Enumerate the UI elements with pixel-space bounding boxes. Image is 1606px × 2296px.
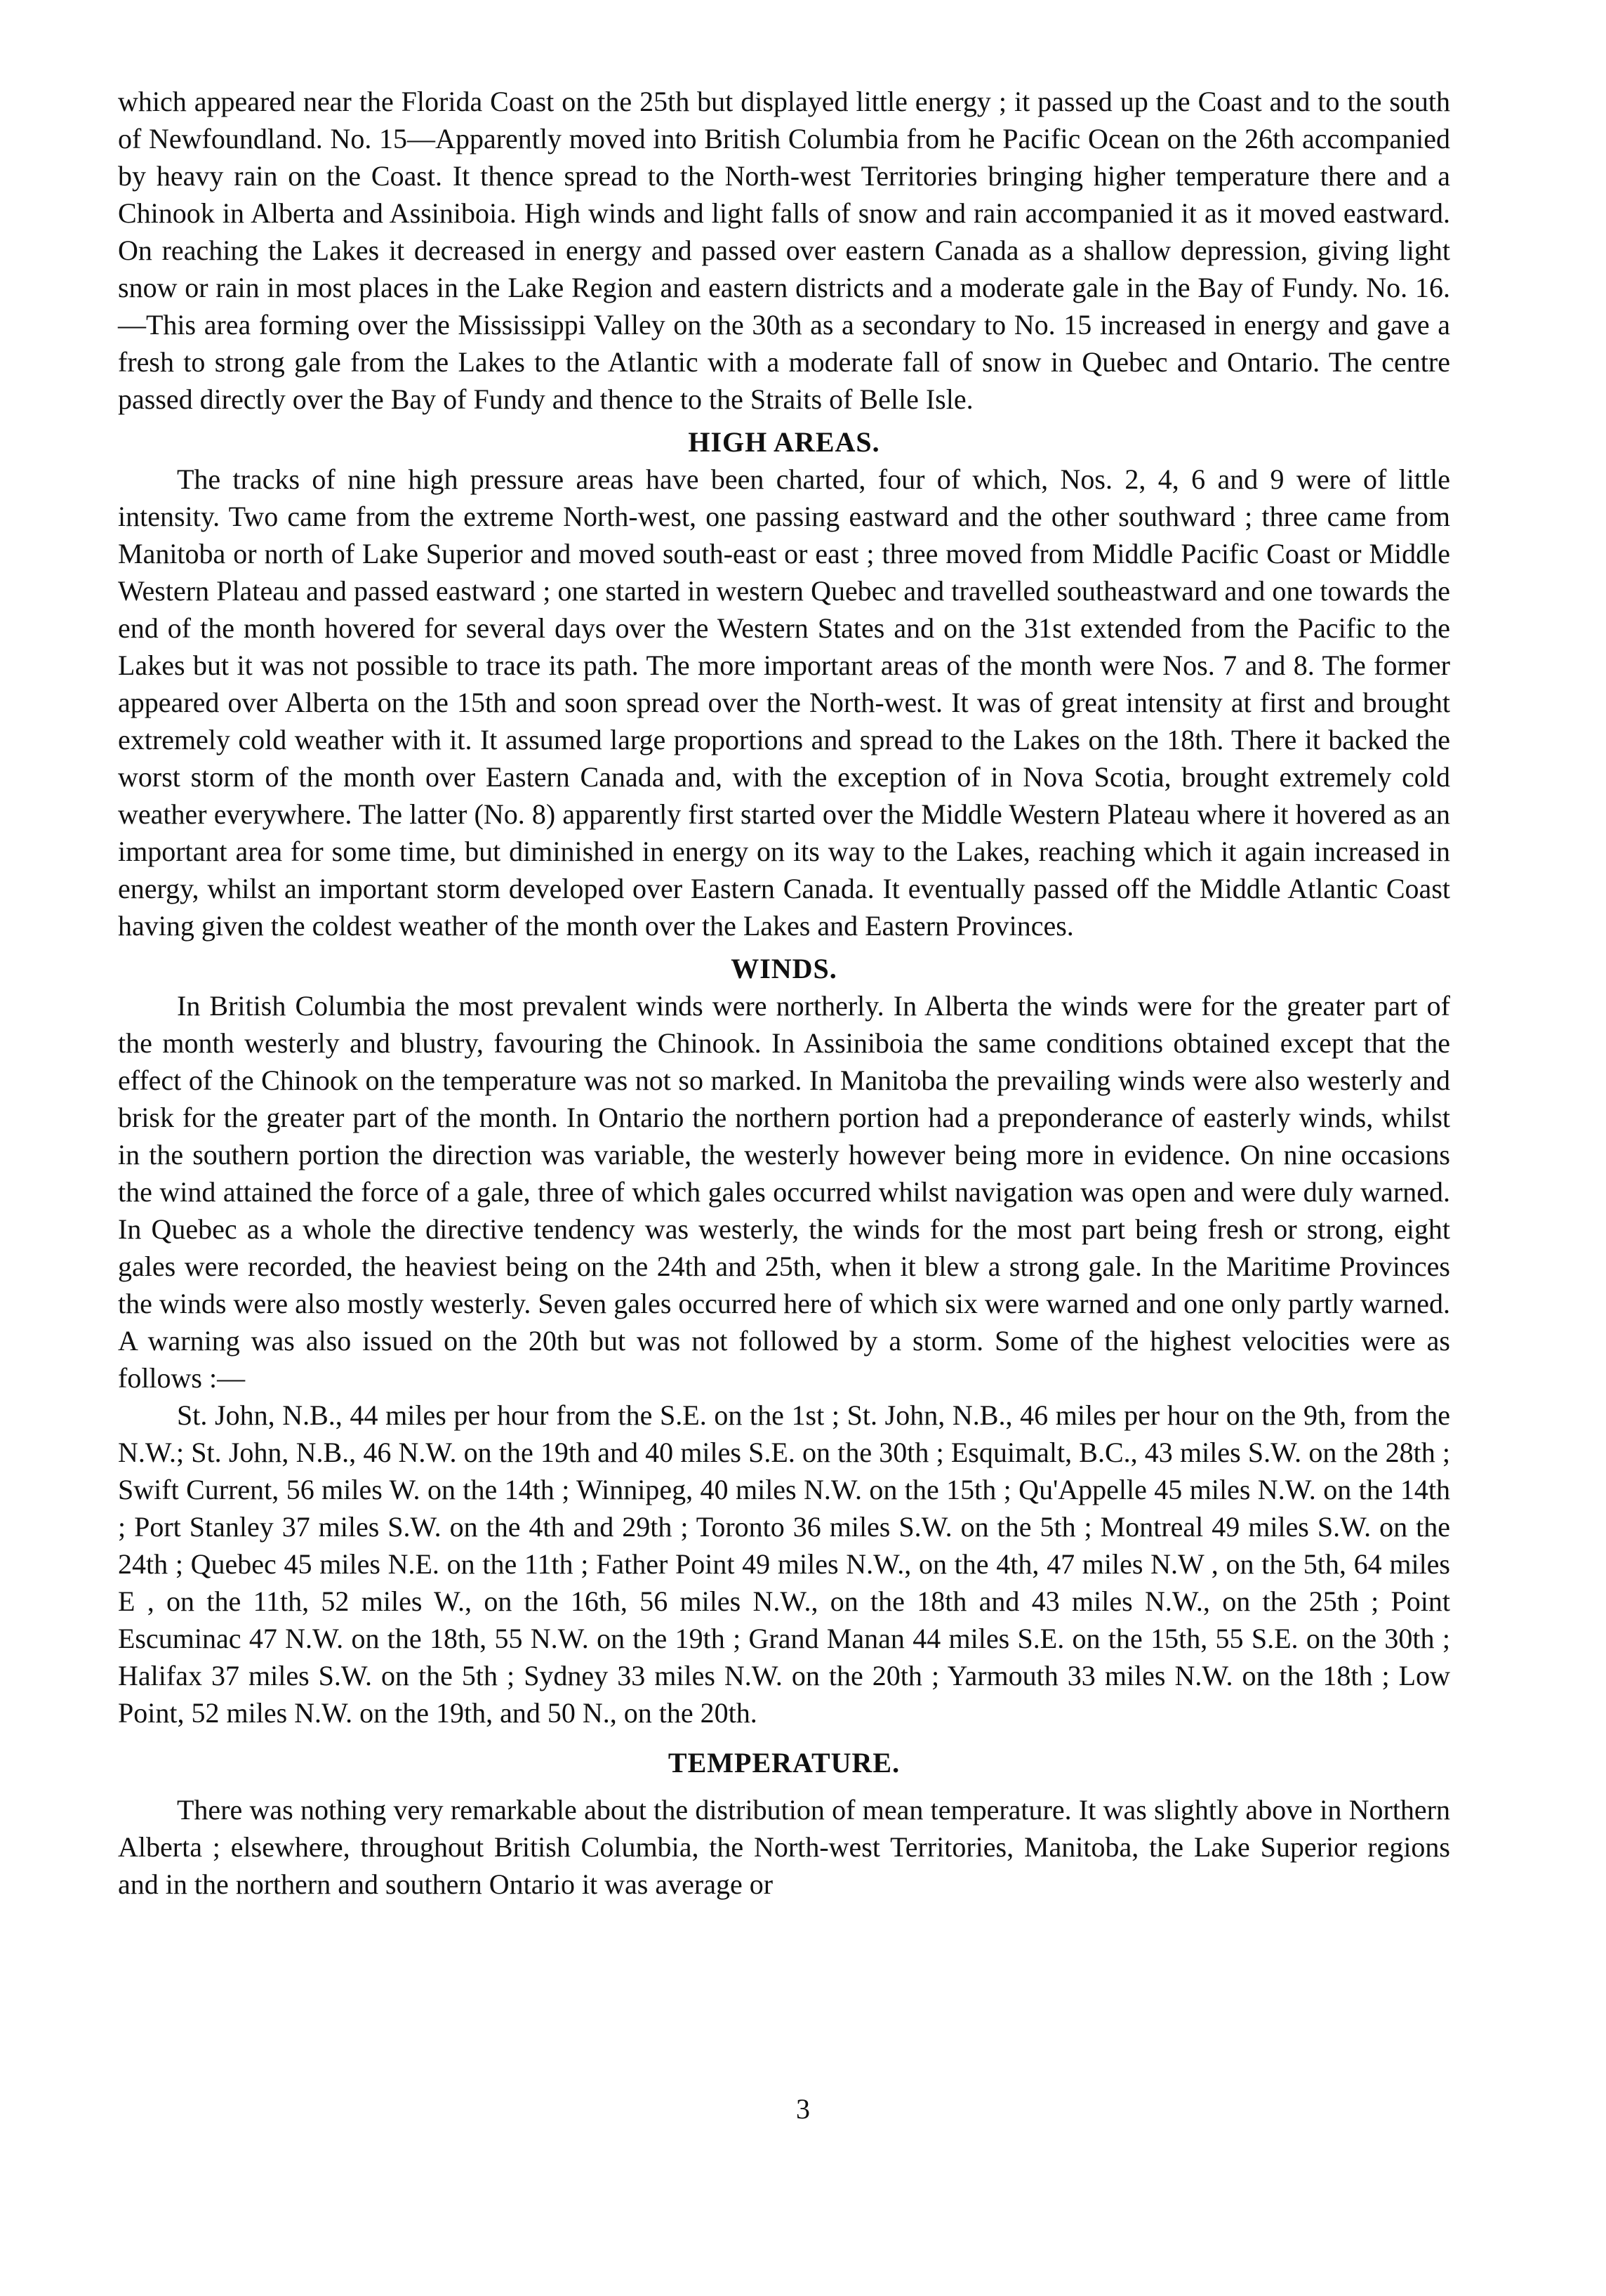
high-areas-paragraph: The tracks of nine high pressure areas have been charted, four of which, Nos. 2, 4, 6 and 9 were of little intensity. Two came from the extreme North-west, one passing eastward and the other southward ; three came from Manitoba or north of Lake Superior and moved south-east or east ; three moved from Middle Pacific Coast or Middle Western Plateau and passed eastward ; one started in western Quebec and travelled southeastward and one towards the end of the month hovered for several days over the Western States and on the 31st extended from the Pacific to the Lakes but it was not possible to trace its path. The more important areas of the month were Nos. 7 and 8. The former appeared over Alberta on the 15th and soon spread over the North-west. It was of great intensity at first and brought extremely cold weather with it. It assumed large proportions and spread to the Lakes on the 18th. There it backed the worst storm of the month over Eastern Canada and, with the exception of in Nova Scotia, brought extremely cold weather everywhere. The latter (No. 8) apparently first started over the Middle Western Plateau where it hovered as an important area for some time, but diminished in energy on its way to the Lakes, reaching which it again increased in energy, whilst an important storm developed over Eastern Canada. It eventually passed off the Middle Atlantic Coast having given the coldest weather of the month over the Lakes and Eastern Provinces. <box>118 463 1450 942</box>
page-number: 3 <box>796 2093 810 2125</box>
heading-temperature: TEMPERATURE. <box>668 1747 901 1779</box>
winds-paragraph: In British Columbia the most prevalent winds were northerly. In Alberta the winds were for the greater part of the month westerly and blustry, favouring the Chinook. In Assiniboia the same conditions obtained except that the effect of the Chinook on the temperature was not so marked. In Manitoba the prevailing winds were also westerly and brisk for the greater part of the month. In Ontario the northern portion had a preponderance of easterly winds, whilst in the southern portion the direction was variable, the westerly however being more in evidence. On nine occasions the wind attained the force of a gale, three of which gales occurred whilst navigation was open and were duly warned. In Quebec as a whole the directive tendency was westerly, the winds for the most part being fresh or strong, eight gales were recorded, the heaviest being on the 24th and 25th, when it blew a strong gale. In the Maritime Provinces the winds were also mostly westerly. Seven gales occurred here of which six were warned and one only partly warned. A warning was also issued on the 20th but was not followed by a storm. Some of the highest velocities were as follows :— <box>118 990 1450 1394</box>
heading-winds: WINDS. <box>731 953 837 984</box>
wind-velocities-paragraph: St. John, N.B., 44 miles per hour from the S.E. on the 1st ; St. John, N.B., 46 miles per hour on the 9th, from the N.W.; St. John, N.B., 46 N.W. on the 19th and 40 miles S.E. on the 30th ; Esquimalt, B.C., 43 miles S.W. on the 28th ; Swift Current, 56 miles W. on the 14th ; Winnipeg, 40 miles N.W. on the 15th ; Qu'Appelle 45 miles N.W. on the 14th ; Port Stanley 37 miles S.W. on the 4th and 29th ; Toronto 36 miles S.W. on the 5th ; Montreal 49 miles S.W. on the 24th ; Quebec 45 miles N.E. on the 11th ; Father Point 49 miles N.W., on the 4th, 47 miles N.W , on the 5th, 64 miles E , on the 11th, 52 miles W., on the 16th, 56 miles N.W., on the 18th and 43 miles N.W., on the 25th ; Point Escuminac 47 N.W. on the 18th, 55 N.W. on the 19th ; Grand Manan 44 miles S.E. on the 15th, 55 S.E. on the 30th ; Halifax 37 miles S.W. on the 5th ; Sydney 33 miles N.W. on the 20th ; Yarmouth 33 miles N.W. on the 18th ; Low Point, 52 miles N.W. on the 19th, and 50 N., on the 20th. <box>118 1399 1450 1729</box>
intro-paragraph: which appeared near the Florida Coast on the 25th but displayed little energy ; it passed up the Coast and to the south of Newfoundland. No. 15—Apparently moved into British Columbia from he Pacific Ocean on the 26th accompanied by heavy rain on the Coast. It thence spread to the North-west Territories bringing higher temperature there and a Chinook in Alberta and Assiniboia. High winds and light falls of snow and rain accompanied it as it moved eastward. On reaching the Lakes it decreased in energy and passed over eastern Canada as a shallow depression, giving light snow or rain in most places in the Lake Region and eastern districts and a moderate gale in the Bay of Fundy. No. 16.—This area forming over the Mississippi Valley on the 30th as a secondary to No. 15 increased in energy and gave a fresh to strong gale from the Lakes to the Atlantic with a moderate fall of snow in Quebec and Ontario. The centre passed directly over the Bay of Fundy and thence to the Straits of Belle Isle. <box>118 86 1450 415</box>
heading-high-areas: HIGH AREAS. <box>688 426 880 458</box>
temperature-paragraph: There was nothing very remarkable about the distribution of mean temperature. It was slightly above in Northern Alberta ; elsewhere, throughout British Columbia, the North-west Territories, Manitoba, the Lake Superior regions and in the northern and southern Ontario it was average or <box>118 1794 1450 1900</box>
document-page <box>118 83 1450 1903</box>
